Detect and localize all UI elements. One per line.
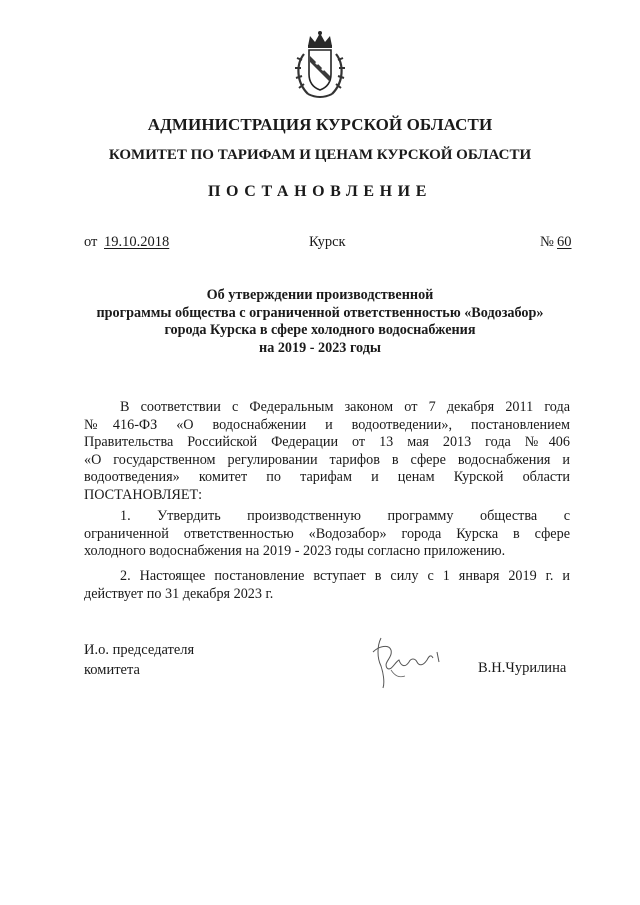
document-city: Курск: [309, 234, 346, 250]
document-type: ПОСТАНОВЛЕНИЕ: [208, 183, 432, 200]
handwritten-signature-icon: [365, 632, 455, 690]
document-title: [70, 287, 570, 357]
position-line: комитета: [84, 662, 140, 678]
body-line: действует по 31 декабря 2023 г.: [84, 585, 274, 602]
number-prefix: №: [540, 234, 554, 250]
body-line: ограниченной ответственностью «Водозабор» города Курска в сфере: [84, 525, 570, 542]
committee-name: КОМИТЕТ ПО ТАРИФАМ И ЦЕНАМ КУРСКОЙ ОБЛАСТИ: [108, 147, 532, 163]
item-1-paragraph: [84, 508, 570, 561]
preamble-paragraph: [84, 399, 570, 504]
title-line: Об утверждении производственной: [206, 287, 434, 303]
body-line: В соответствии с Федеральным законом от 7 декабря 2011 года: [120, 399, 570, 415]
signatory-name: В.Н.Чурилина: [478, 660, 567, 676]
date-prefix: от: [84, 234, 98, 250]
body-line: 1. Утвердить производственную программу общества с: [120, 508, 570, 524]
kursk-coat-of-arms-icon: [290, 30, 350, 102]
item-2-paragraph: [84, 568, 570, 603]
title-line: программы общества с ограниченной ответственностью «Водозабор»: [96, 304, 544, 321]
body-line: холодного водоснабжения на 2019 - 2023 годы согласно приложению.: [84, 543, 506, 559]
document-date: 19.10.2018: [104, 234, 170, 250]
body-line: №416-ФЗ «О водоснабжении и водоотведении», постановлением: [84, 416, 570, 433]
body-line: водоотведения» комитет по тарифам и ценам Курской области: [84, 469, 570, 485]
organization-name: АДМИНИСТРАЦИЯ КУРСКОЙ ОБЛАСТИ: [147, 115, 493, 134]
title-line: города Курска в сфере холодного водоснабжения: [164, 322, 476, 338]
signatory-position: [84, 640, 194, 680]
title-line: на 2019 - 2023 годы: [259, 339, 381, 356]
document-number: 60: [557, 234, 572, 250]
body-line: ПОСТАНОВЛЯЕТ:: [84, 486, 203, 503]
body-line: Правительства Российской Федерации от 13 мая 2013 года №406: [84, 434, 570, 450]
body-line: 2. Настоящее постановление вступает в силу с 1 января 2019 г. и: [120, 568, 570, 584]
position-line: И.о. председателя: [84, 642, 195, 658]
body-line: «О государственном регулировании тарифов в сфере водоснабжения и: [84, 451, 570, 468]
